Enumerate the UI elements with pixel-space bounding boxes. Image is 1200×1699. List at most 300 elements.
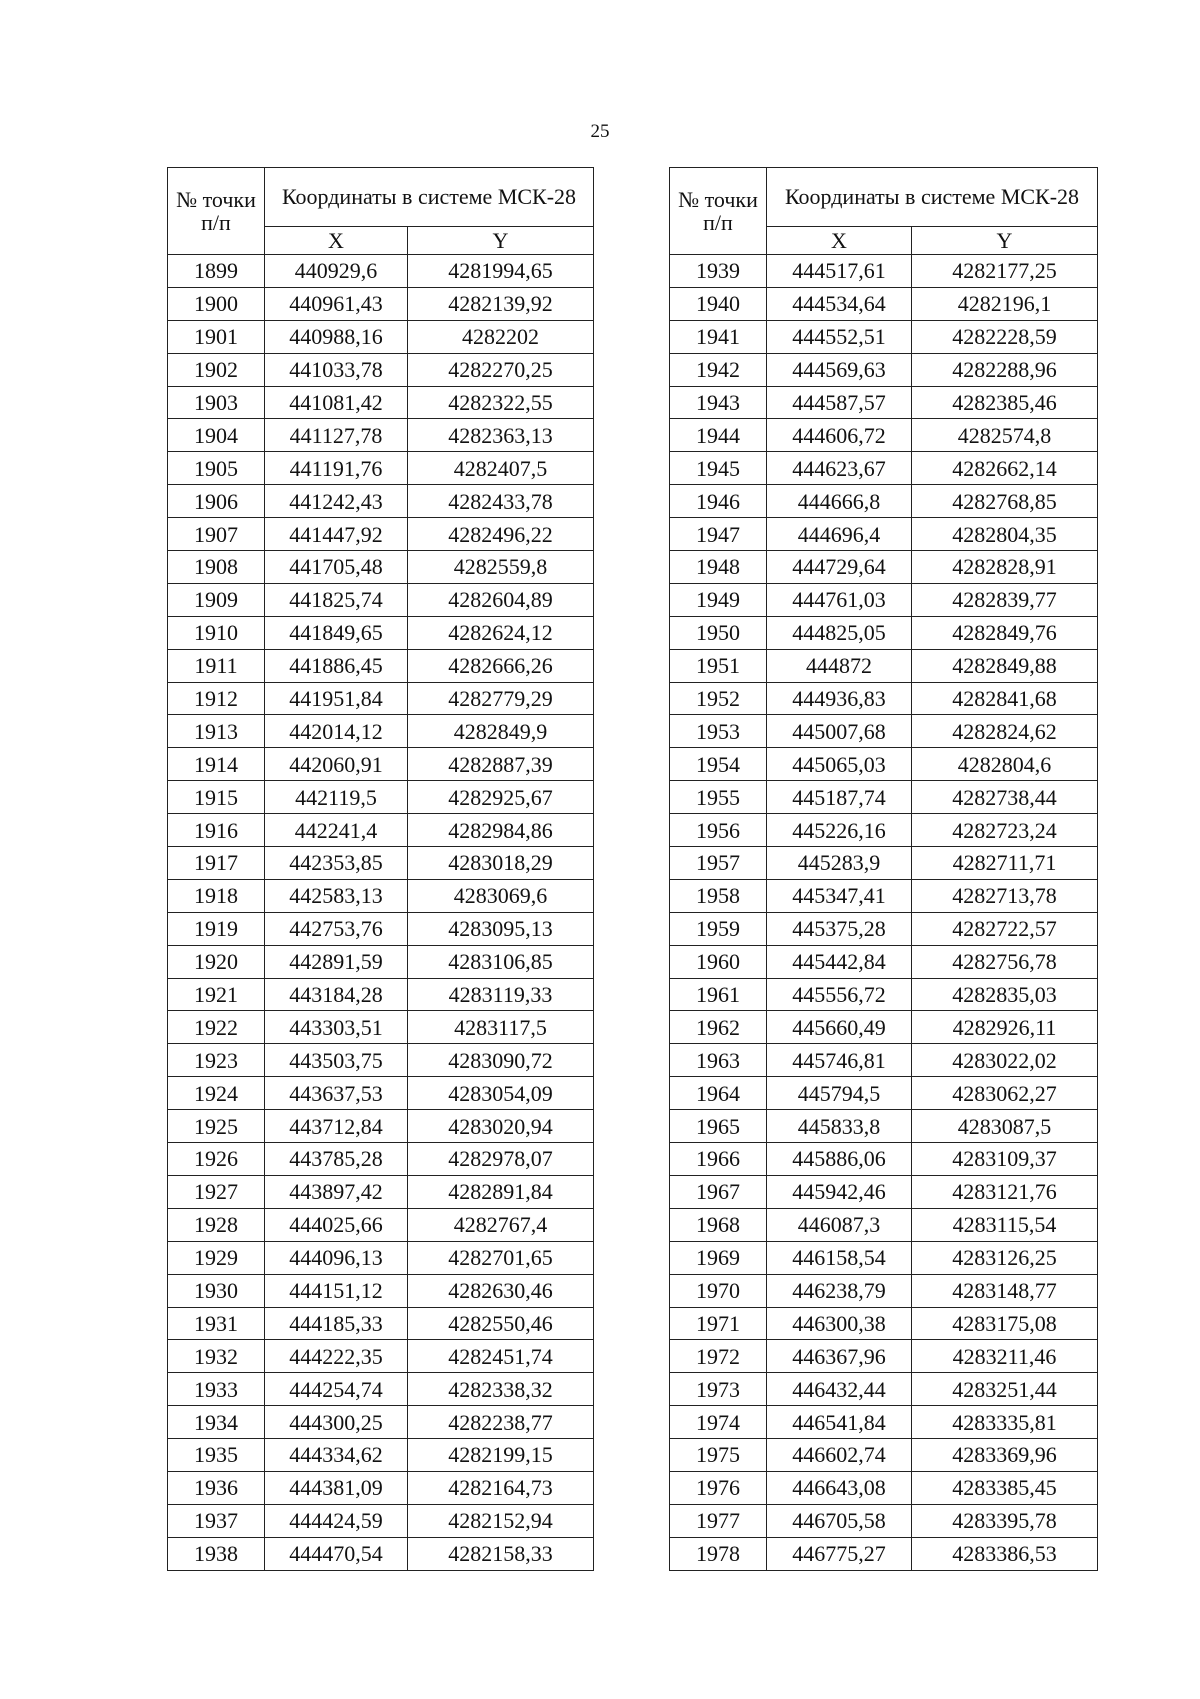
y-coordinate-cell: 4282385,46 (912, 386, 1098, 419)
x-column-header: X (767, 227, 912, 255)
y-coordinate-cell: 4282891,84 (408, 1175, 594, 1208)
x-coordinate-cell: 443637,53 (265, 1077, 408, 1110)
y-coordinate-cell: 4282713,78 (912, 879, 1098, 912)
table-row (168, 583, 594, 616)
y-coordinate-cell: 4282574,8 (912, 419, 1098, 452)
point-number-cell: 1905 (168, 452, 265, 485)
x-coordinate-cell: 445660,49 (767, 1011, 912, 1044)
point-number-cell: 1934 (168, 1406, 265, 1439)
point-number-cell: 1952 (670, 682, 767, 715)
x-coordinate-cell: 446432,44 (767, 1373, 912, 1406)
x-coordinate-cell: 442119,5 (265, 781, 408, 814)
point-number-cell: 1943 (670, 386, 767, 419)
x-coordinate-cell: 443897,42 (265, 1175, 408, 1208)
table-row (168, 287, 594, 320)
point-number-cell: 1925 (168, 1110, 265, 1143)
table-row (168, 353, 594, 386)
x-coordinate-cell: 441127,78 (265, 419, 408, 452)
x-coordinate-cell: 441447,92 (265, 518, 408, 551)
x-coordinate-cell: 441191,76 (265, 452, 408, 485)
y-coordinate-cell: 4282768,85 (912, 485, 1098, 518)
x-coordinate-cell: 445942,46 (767, 1175, 912, 1208)
x-coordinate-cell: 444825,05 (767, 616, 912, 649)
y-coordinate-cell: 4282662,14 (912, 452, 1098, 485)
left-table-body (168, 255, 594, 1571)
y-coordinate-cell: 4282711,71 (912, 847, 1098, 880)
table-row (670, 1208, 1098, 1241)
table-row (670, 386, 1098, 419)
table-row (670, 1274, 1098, 1307)
point-number-cell: 1913 (168, 715, 265, 748)
y-coordinate-cell: 4282849,9 (408, 715, 594, 748)
x-coordinate-cell: 444936,83 (767, 682, 912, 715)
table-row (168, 1110, 594, 1143)
x-column-header: X (265, 227, 408, 255)
x-coordinate-cell: 446643,08 (767, 1471, 912, 1504)
y-coordinate-cell: 4282164,73 (408, 1471, 594, 1504)
x-coordinate-cell: 444424,59 (265, 1504, 408, 1537)
point-number-cell: 1922 (168, 1011, 265, 1044)
table-row (670, 1110, 1098, 1143)
y-coordinate-cell: 4282767,4 (408, 1208, 594, 1241)
x-coordinate-cell: 445065,03 (767, 748, 912, 781)
y-coordinate-cell: 4282630,46 (408, 1274, 594, 1307)
x-coordinate-cell: 444381,09 (265, 1471, 408, 1504)
table-row (168, 1307, 594, 1340)
point-number-cell: 1921 (168, 978, 265, 1011)
point-number-cell: 1912 (168, 682, 265, 715)
x-coordinate-cell: 445283,9 (767, 847, 912, 880)
point-number-cell: 1976 (670, 1471, 767, 1504)
x-coordinate-cell: 444587,57 (767, 386, 912, 419)
point-number-header: № точки п/п (168, 168, 265, 255)
point-number-cell: 1977 (670, 1504, 767, 1537)
table-row (168, 518, 594, 551)
table-row (670, 814, 1098, 847)
point-number-cell: 1957 (670, 847, 767, 880)
table-row (168, 748, 594, 781)
point-number-cell: 1939 (670, 255, 767, 288)
y-coordinate-cell: 4283022,02 (912, 1044, 1098, 1077)
point-number-cell: 1930 (168, 1274, 265, 1307)
x-coordinate-cell: 446541,84 (767, 1406, 912, 1439)
x-coordinate-cell: 441033,78 (265, 353, 408, 386)
x-coordinate-cell: 444729,64 (767, 551, 912, 584)
table-row (670, 518, 1098, 551)
y-coordinate-cell: 4283106,85 (408, 945, 594, 978)
table-row (168, 1439, 594, 1472)
y-coordinate-cell: 4283054,09 (408, 1077, 594, 1110)
x-coordinate-cell: 445007,68 (767, 715, 912, 748)
point-number-cell: 1967 (670, 1175, 767, 1208)
point-number-cell: 1932 (168, 1340, 265, 1373)
x-coordinate-cell: 442583,13 (265, 879, 408, 912)
y-coordinate-cell: 4282849,88 (912, 649, 1098, 682)
point-number-cell: 1950 (670, 616, 767, 649)
point-number-cell: 1903 (168, 386, 265, 419)
y-coordinate-cell: 4282158,33 (408, 1537, 594, 1570)
y-coordinate-cell: 4283121,76 (912, 1175, 1098, 1208)
table-row (168, 1504, 594, 1537)
point-number-cell: 1907 (168, 518, 265, 551)
table-row (168, 320, 594, 353)
x-coordinate-cell: 445746,81 (767, 1044, 912, 1077)
point-number-cell: 1906 (168, 485, 265, 518)
y-coordinate-cell: 4282451,74 (408, 1340, 594, 1373)
table-row (670, 1537, 1098, 1570)
y-coordinate-cell: 4282978,07 (408, 1143, 594, 1176)
x-coordinate-cell: 444606,72 (767, 419, 912, 452)
x-coordinate-cell: 444151,12 (265, 1274, 408, 1307)
y-coordinate-cell: 4283117,5 (408, 1011, 594, 1044)
table-row (670, 452, 1098, 485)
y-coordinate-cell: 4282139,92 (408, 287, 594, 320)
point-number-cell: 1978 (670, 1537, 767, 1570)
y-coordinate-cell: 4282756,78 (912, 945, 1098, 978)
table-row (670, 616, 1098, 649)
y-coordinate-cell: 4282839,77 (912, 583, 1098, 616)
table-row (670, 583, 1098, 616)
page-number: 25 (590, 121, 610, 142)
point-number-cell: 1923 (168, 1044, 265, 1077)
point-number-cell: 1960 (670, 945, 767, 978)
point-number-cell: 1924 (168, 1077, 265, 1110)
x-coordinate-cell: 444761,03 (767, 583, 912, 616)
x-coordinate-cell: 444185,33 (265, 1307, 408, 1340)
point-number-cell: 1904 (168, 419, 265, 452)
y-coordinate-cell: 4282496,22 (408, 518, 594, 551)
point-number-cell: 1910 (168, 616, 265, 649)
point-number-cell: 1975 (670, 1439, 767, 1472)
table-row (670, 1504, 1098, 1537)
table-row (168, 1471, 594, 1504)
x-coordinate-cell: 444222,35 (265, 1340, 408, 1373)
table-row (670, 485, 1098, 518)
x-coordinate-cell: 445556,72 (767, 978, 912, 1011)
y-coordinate-cell: 4283115,54 (912, 1208, 1098, 1241)
y-coordinate-cell: 4283018,29 (408, 847, 594, 880)
table-row (670, 682, 1098, 715)
y-coordinate-cell: 4283386,53 (912, 1537, 1098, 1570)
y-coordinate-cell: 4283087,5 (912, 1110, 1098, 1143)
point-number-cell: 1914 (168, 748, 265, 781)
table-row (670, 978, 1098, 1011)
point-number-cell: 1929 (168, 1241, 265, 1274)
y-coordinate-cell: 4283062,27 (912, 1077, 1098, 1110)
x-coordinate-cell: 443184,28 (265, 978, 408, 1011)
y-coordinate-cell: 4282559,8 (408, 551, 594, 584)
y-coordinate-cell: 4282835,03 (912, 978, 1098, 1011)
x-coordinate-cell: 442060,91 (265, 748, 408, 781)
coordinate-system-header: Координаты в системе МСК-28 (265, 168, 594, 227)
point-number-cell: 1964 (670, 1077, 767, 1110)
y-coordinate-cell: 4282550,46 (408, 1307, 594, 1340)
point-number-cell: 1920 (168, 945, 265, 978)
point-number-cell: 1942 (670, 353, 767, 386)
y-coordinate-cell: 4283109,37 (912, 1143, 1098, 1176)
table-row (670, 1011, 1098, 1044)
table-row (168, 1373, 594, 1406)
y-coordinate-cell: 4283090,72 (408, 1044, 594, 1077)
table-row (168, 682, 594, 715)
x-coordinate-cell: 442891,59 (265, 945, 408, 978)
x-coordinate-cell: 446705,58 (767, 1504, 912, 1537)
table-row (670, 1340, 1098, 1373)
y-coordinate-cell: 4282828,91 (912, 551, 1098, 584)
x-coordinate-cell: 441242,43 (265, 485, 408, 518)
y-coordinate-cell: 4282322,55 (408, 386, 594, 419)
y-coordinate-cell: 4282824,62 (912, 715, 1098, 748)
y-column-header: Y (408, 227, 594, 255)
x-coordinate-cell: 444623,67 (767, 452, 912, 485)
table-row (670, 1175, 1098, 1208)
y-coordinate-cell: 4282202 (408, 320, 594, 353)
point-number-cell: 1954 (670, 748, 767, 781)
point-number-cell: 1946 (670, 485, 767, 518)
y-coordinate-cell: 4283020,94 (408, 1110, 594, 1143)
table-row (168, 1537, 594, 1570)
y-coordinate-cell: 4282738,44 (912, 781, 1098, 814)
x-coordinate-cell: 443303,51 (265, 1011, 408, 1044)
y-coordinate-cell: 4283385,45 (912, 1471, 1098, 1504)
point-number-cell: 1899 (168, 255, 265, 288)
table-row (168, 1175, 594, 1208)
y-coordinate-cell: 4282338,32 (408, 1373, 594, 1406)
y-coordinate-cell: 4282196,1 (912, 287, 1098, 320)
point-number-cell: 1959 (670, 912, 767, 945)
y-coordinate-cell: 4282363,13 (408, 419, 594, 452)
point-number-cell: 1951 (670, 649, 767, 682)
x-coordinate-cell: 446158,54 (767, 1241, 912, 1274)
point-number-cell: 1935 (168, 1439, 265, 1472)
x-coordinate-cell: 445187,74 (767, 781, 912, 814)
point-number-cell: 1953 (670, 715, 767, 748)
x-coordinate-cell: 444470,54 (265, 1537, 408, 1570)
y-coordinate-cell: 4282722,57 (912, 912, 1098, 945)
point-number-cell: 1915 (168, 781, 265, 814)
table-row (168, 912, 594, 945)
table-row (168, 1274, 594, 1307)
x-coordinate-cell: 445347,41 (767, 879, 912, 912)
table-row (168, 847, 594, 880)
y-coordinate-cell: 4282433,78 (408, 485, 594, 518)
point-number-cell: 1955 (670, 781, 767, 814)
y-coordinate-cell: 4282238,77 (408, 1406, 594, 1439)
y-column-header: Y (912, 227, 1098, 255)
coordinates-table-right (669, 167, 1098, 1571)
x-coordinate-cell: 442014,12 (265, 715, 408, 748)
point-number-cell: 1908 (168, 551, 265, 584)
y-coordinate-cell: 4282407,5 (408, 452, 594, 485)
table-row (168, 1077, 594, 1110)
point-number-cell: 1936 (168, 1471, 265, 1504)
y-coordinate-cell: 4283148,77 (912, 1274, 1098, 1307)
table-row (168, 781, 594, 814)
point-number-cell: 1970 (670, 1274, 767, 1307)
point-number-cell: 1909 (168, 583, 265, 616)
y-coordinate-cell: 4282841,68 (912, 682, 1098, 715)
x-coordinate-cell: 446602,74 (767, 1439, 912, 1472)
y-coordinate-cell: 4282152,94 (408, 1504, 594, 1537)
x-coordinate-cell: 446238,79 (767, 1274, 912, 1307)
table-row (670, 1439, 1098, 1472)
table-row (670, 551, 1098, 584)
table-row (168, 419, 594, 452)
y-coordinate-cell: 4281994,65 (408, 255, 594, 288)
x-coordinate-cell: 445442,84 (767, 945, 912, 978)
y-coordinate-cell: 4282779,29 (408, 682, 594, 715)
table-row (168, 879, 594, 912)
x-coordinate-cell: 444096,13 (265, 1241, 408, 1274)
x-coordinate-cell: 441849,65 (265, 616, 408, 649)
point-number-cell: 1945 (670, 452, 767, 485)
table-row (168, 945, 594, 978)
table-row (168, 1208, 594, 1241)
table-row (670, 1143, 1098, 1176)
point-number-cell: 1948 (670, 551, 767, 584)
point-number-cell: 1938 (168, 1537, 265, 1570)
y-coordinate-cell: 4282228,59 (912, 320, 1098, 353)
table-row (168, 616, 594, 649)
table-row (168, 814, 594, 847)
table-row (670, 1241, 1098, 1274)
y-coordinate-cell: 4282926,11 (912, 1011, 1098, 1044)
x-coordinate-cell: 440988,16 (265, 320, 408, 353)
x-coordinate-cell: 441886,45 (265, 649, 408, 682)
y-coordinate-cell: 4283095,13 (408, 912, 594, 945)
x-coordinate-cell: 444552,51 (767, 320, 912, 353)
table-row (168, 551, 594, 584)
x-coordinate-cell: 444569,63 (767, 353, 912, 386)
table-row (670, 287, 1098, 320)
y-coordinate-cell: 4283211,46 (912, 1340, 1098, 1373)
x-coordinate-cell: 440961,43 (265, 287, 408, 320)
table-row (670, 1471, 1098, 1504)
y-coordinate-cell: 4282666,26 (408, 649, 594, 682)
table-row (670, 912, 1098, 945)
x-coordinate-cell: 442241,4 (265, 814, 408, 847)
table-row (168, 649, 594, 682)
x-coordinate-cell: 444696,4 (767, 518, 912, 551)
table-row (670, 1307, 1098, 1340)
point-number-cell: 1916 (168, 814, 265, 847)
x-coordinate-cell: 441081,42 (265, 386, 408, 419)
table-row (670, 879, 1098, 912)
x-coordinate-cell: 445886,06 (767, 1143, 912, 1176)
x-coordinate-cell: 444025,66 (265, 1208, 408, 1241)
y-coordinate-cell: 4283126,25 (912, 1241, 1098, 1274)
table-row (168, 1011, 594, 1044)
x-coordinate-cell: 442353,85 (265, 847, 408, 880)
table-row (670, 1406, 1098, 1439)
x-coordinate-cell: 441951,84 (265, 682, 408, 715)
x-coordinate-cell: 444300,25 (265, 1406, 408, 1439)
table-row (168, 452, 594, 485)
table-row (670, 353, 1098, 386)
point-number-cell: 1931 (168, 1307, 265, 1340)
point-number-cell: 1956 (670, 814, 767, 847)
point-number-cell: 1902 (168, 353, 265, 386)
y-coordinate-cell: 4283119,33 (408, 978, 594, 1011)
point-number-cell: 1901 (168, 320, 265, 353)
x-coordinate-cell: 444666,8 (767, 485, 912, 518)
coordinates-table-left (167, 167, 594, 1571)
point-number-cell: 1968 (670, 1208, 767, 1241)
point-number-cell: 1972 (670, 1340, 767, 1373)
table-row (168, 1241, 594, 1274)
y-coordinate-cell: 4282804,35 (912, 518, 1098, 551)
point-number-cell: 1900 (168, 287, 265, 320)
point-number-cell: 1941 (670, 320, 767, 353)
table-row (670, 945, 1098, 978)
point-number-cell: 1917 (168, 847, 265, 880)
point-number-header: № точки п/п (670, 168, 767, 255)
table-row (168, 1143, 594, 1176)
point-number-cell: 1911 (168, 649, 265, 682)
x-coordinate-cell: 443712,84 (265, 1110, 408, 1143)
point-number-cell: 1949 (670, 583, 767, 616)
point-number-cell: 1963 (670, 1044, 767, 1077)
point-number-cell: 1958 (670, 879, 767, 912)
table-row (670, 715, 1098, 748)
x-coordinate-cell: 445375,28 (767, 912, 912, 945)
point-number-cell: 1974 (670, 1406, 767, 1439)
y-coordinate-cell: 4283369,96 (912, 1439, 1098, 1472)
y-coordinate-cell: 4283395,78 (912, 1504, 1098, 1537)
point-number-cell: 1940 (670, 287, 767, 320)
table-row (670, 419, 1098, 452)
y-coordinate-cell: 4282849,76 (912, 616, 1098, 649)
y-coordinate-cell: 4282925,67 (408, 781, 594, 814)
x-coordinate-cell: 444534,64 (767, 287, 912, 320)
table-row (670, 1044, 1098, 1077)
point-number-cell: 1961 (670, 978, 767, 1011)
y-coordinate-cell: 4282723,24 (912, 814, 1098, 847)
y-coordinate-cell: 4282270,25 (408, 353, 594, 386)
table-row (168, 1406, 594, 1439)
right-table-body (670, 255, 1098, 1571)
table-row (168, 255, 594, 288)
x-coordinate-cell: 443503,75 (265, 1044, 408, 1077)
x-coordinate-cell: 444334,62 (265, 1439, 408, 1472)
x-coordinate-cell: 445833,8 (767, 1110, 912, 1143)
point-number-cell: 1928 (168, 1208, 265, 1241)
table-row (168, 1044, 594, 1077)
y-coordinate-cell: 4282804,6 (912, 748, 1098, 781)
table-row (670, 847, 1098, 880)
point-number-cell: 1919 (168, 912, 265, 945)
x-coordinate-cell: 444872 (767, 649, 912, 682)
x-coordinate-cell: 446300,38 (767, 1307, 912, 1340)
y-coordinate-cell: 4282984,86 (408, 814, 594, 847)
y-coordinate-cell: 4282624,12 (408, 616, 594, 649)
table-row (670, 781, 1098, 814)
x-coordinate-cell: 446775,27 (767, 1537, 912, 1570)
point-number-cell: 1933 (168, 1373, 265, 1406)
point-number-cell: 1965 (670, 1110, 767, 1143)
y-coordinate-cell: 4283335,81 (912, 1406, 1098, 1439)
y-coordinate-cell: 4283175,08 (912, 1307, 1098, 1340)
x-coordinate-cell: 444517,61 (767, 255, 912, 288)
table-row (168, 1340, 594, 1373)
y-coordinate-cell: 4282177,25 (912, 255, 1098, 288)
x-coordinate-cell: 445794,5 (767, 1077, 912, 1110)
point-number-cell: 1969 (670, 1241, 767, 1274)
point-number-cell: 1937 (168, 1504, 265, 1537)
point-number-cell: 1966 (670, 1143, 767, 1176)
point-number-cell: 1962 (670, 1011, 767, 1044)
x-coordinate-cell: 445226,16 (767, 814, 912, 847)
